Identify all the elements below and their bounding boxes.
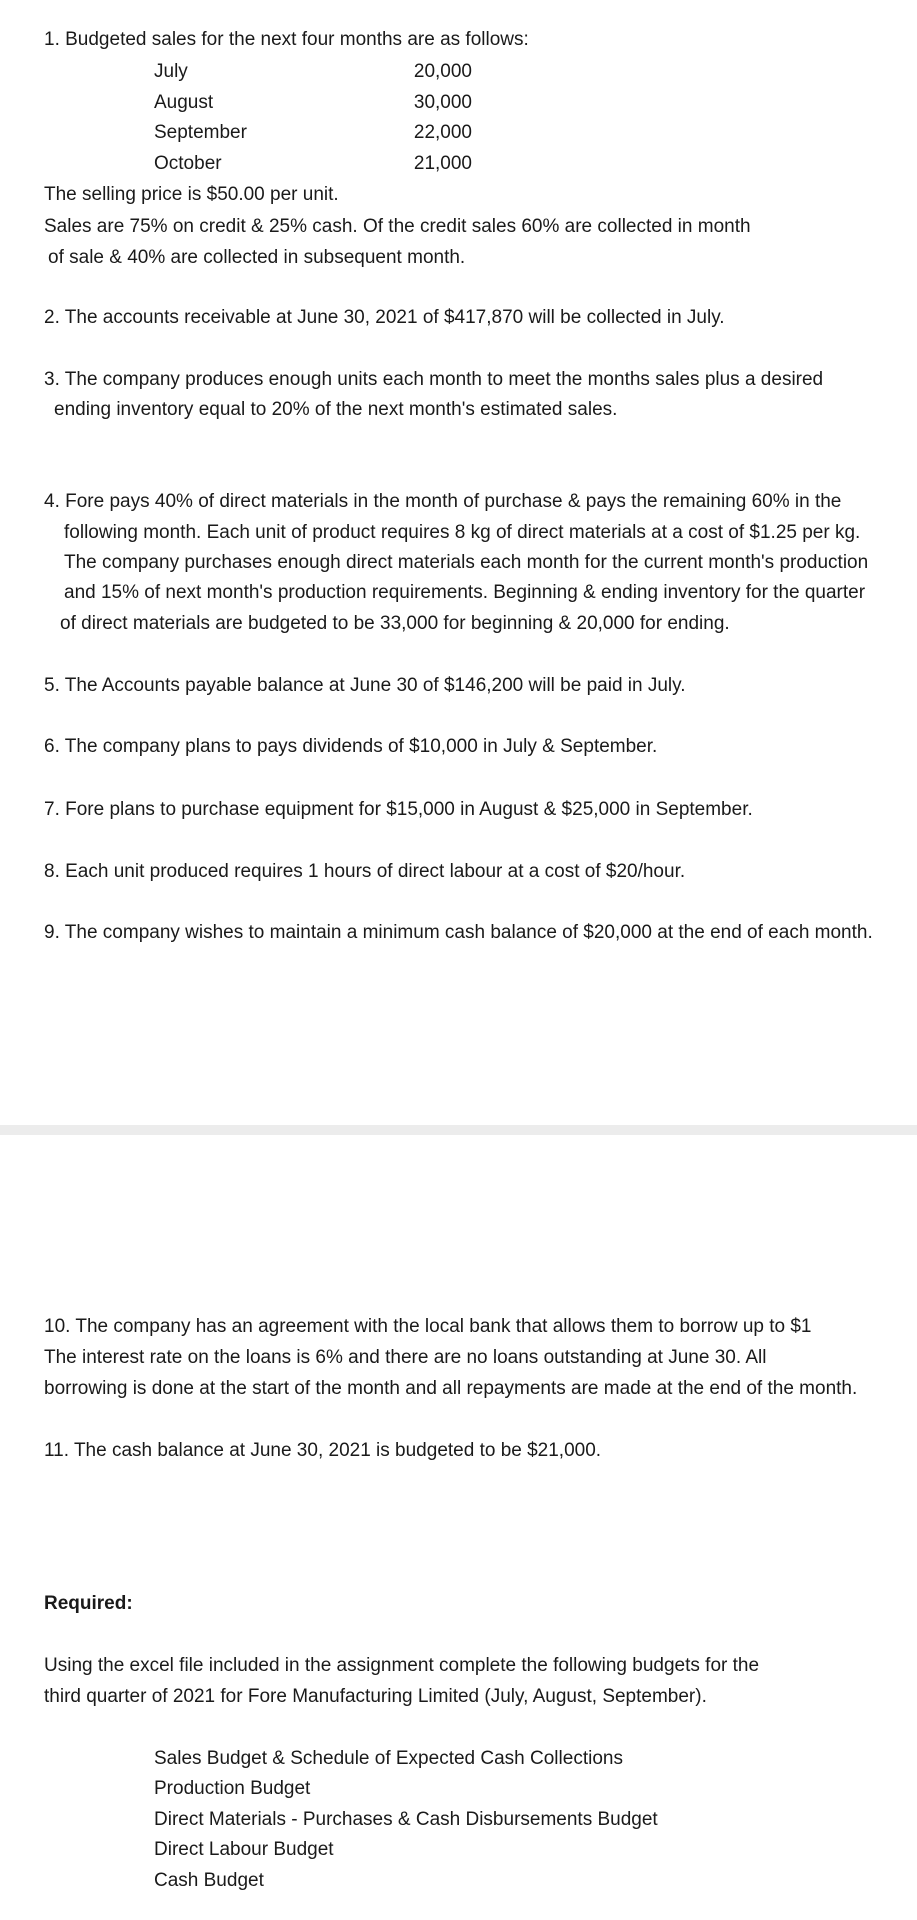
budget-item: Direct Materials - Purchases & Cash Disbursements Budget (154, 1809, 658, 1830)
item-11: 11. The cash balance at June 30, 2021 is budgeted to be $21,000. (44, 1440, 602, 1461)
item-1-heading: 1. Budgeted sales for the next four months are as follows: (44, 29, 529, 50)
item-9: 9. The company wishes to maintain a minimum cash balance of $20,000 at the end of each month. (44, 922, 873, 943)
item-10-line-3: borrowing is done at the start of the month and all repayments are made at the end of the month. (44, 1378, 858, 1399)
item-3-line-1: 3. The company produces enough units each month to meet the months sales plus a desired (44, 369, 824, 390)
sales-month-august: August (154, 92, 214, 113)
item-7: 7. Fore plans to purchase equipment for $15,000 in August & $25,000 in September. (44, 799, 753, 820)
required-intro-line-1: Using the excel file included in the assignment complete the following budgets for the (44, 1655, 760, 1676)
item-4-line-3: The company purchases enough direct materials each month for the current month's production (64, 552, 869, 573)
item-8: 8. Each unit produced requires 1 hours of direct labour at a cost of $20/hour. (44, 861, 686, 882)
item-2: 2. The accounts receivable at June 30, 2021 of $417,870 will be collected in July. (44, 307, 725, 328)
budget-item: Sales Budget & Schedule of Expected Cash Collections (154, 1748, 623, 1769)
sales-units-october: 21,000 (413, 153, 472, 174)
item-4-line-2: following month. Each unit of product requires 8 kg of direct materials at a cost of $1.25 per kg. (64, 522, 861, 543)
item-5: 5. The Accounts payable balance at June 30 of $146,200 will be paid in July. (44, 675, 686, 696)
sales-units-july: 20,000 (413, 61, 472, 82)
sales-month-september: September (154, 122, 247, 143)
required-heading: Required: (44, 1593, 133, 1614)
item-3-line-2: ending inventory equal to 20% of the next month's estimated sales. (54, 399, 618, 420)
selling-price-line: The selling price is $50.00 per unit. (44, 184, 339, 205)
sales-terms-line-1: Sales are 75% on credit & 25% cash. Of the credit sales 60% are collected in month (44, 216, 751, 237)
budget-item: Production Budget (154, 1778, 311, 1799)
sales-month-october: October (154, 153, 222, 174)
item-4-line-4: and 15% of next month's production requirements. Beginning & ending inventory for the quarter (64, 582, 866, 603)
budget-item: Direct Labour Budget (154, 1839, 334, 1860)
item-4-line-1: 4. Fore pays 40% of direct materials in the month of purchase & pays the remaining 60% in the (44, 491, 842, 512)
budget-item: Cash Budget (154, 1870, 264, 1891)
sales-terms-line-2: of sale & 40% are collected in subsequent month. (48, 247, 466, 268)
sales-month-july: July (154, 61, 188, 82)
sales-units-september: 22,000 (413, 122, 472, 143)
item-4-line-5: of direct materials are budgeted to be 33,000 for beginning & 20,000 for ending. (60, 613, 730, 634)
item-10-line-1: 10. The company has an agreement with the local bank that allows them to borrow up to $1 (44, 1316, 812, 1337)
required-intro-line-2: third quarter of 2021 for Fore Manufacturing Limited (July, August, September). (44, 1686, 707, 1707)
sales-units-august: 30,000 (413, 92, 472, 113)
item-10-line-2: The interest rate on the loans is 6% and there are no loans outstanding at June 30. All (44, 1347, 767, 1368)
item-6: 6. The company plans to pays dividends of $10,000 in July & September. (44, 736, 658, 757)
page-break-divider (0, 1125, 917, 1135)
